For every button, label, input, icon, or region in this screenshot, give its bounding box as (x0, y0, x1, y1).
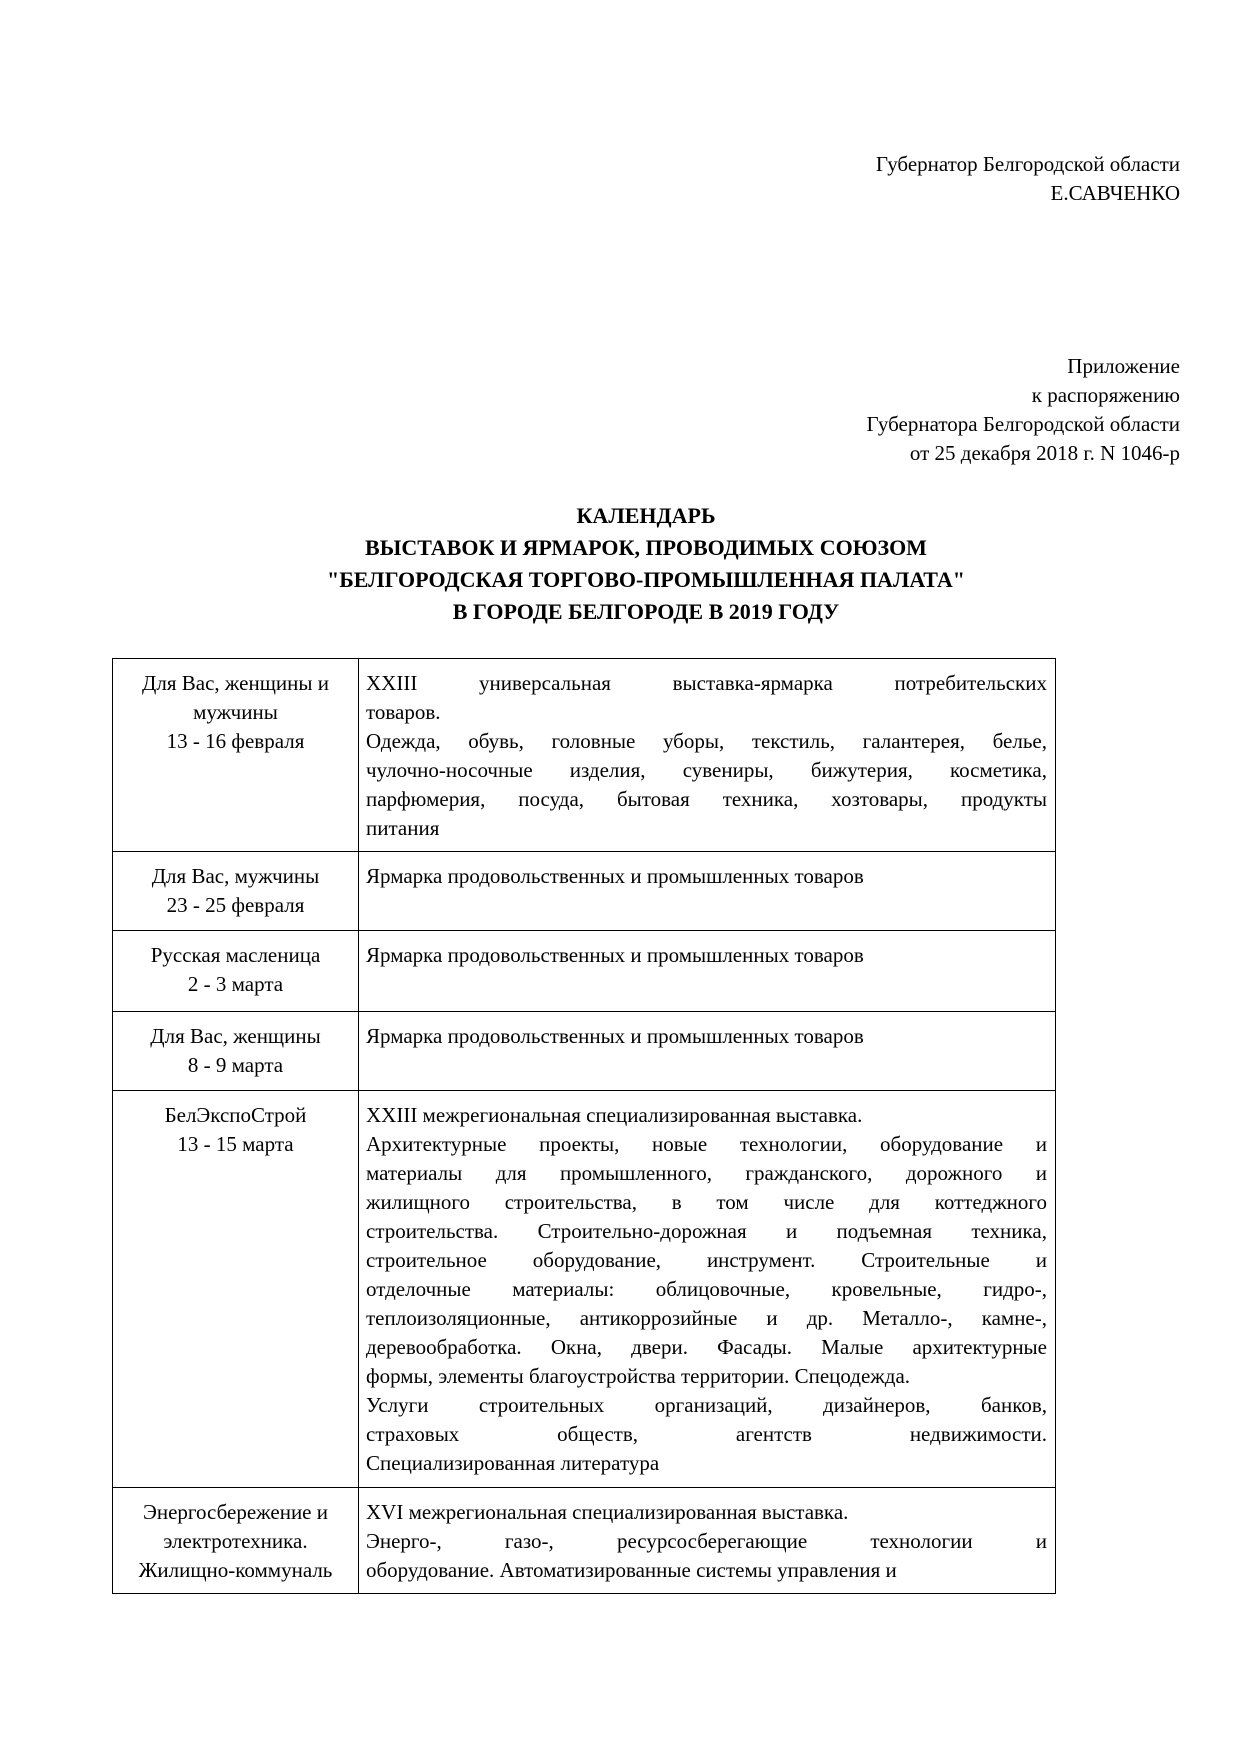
appendix-line: к распоряжению (1031, 383, 1180, 407)
event-description-line: деревообработка. Окна, двери. Фасады. Малые архитектурные (366, 1335, 1047, 1359)
event-description-line: питания (366, 816, 440, 840)
event-name-cell (113, 852, 359, 930)
event-name-cell (113, 1091, 359, 1487)
event-description-line: товаров. (366, 700, 441, 724)
event-description-line: теплоизоляционные, антикоррозийные и др. Металло-, камне-, (366, 1306, 1047, 1330)
event-description-line: жилищного строительства, в том числе для коттеджного (366, 1190, 1047, 1214)
event-name-line: Для Вас, мужчины (151, 864, 320, 888)
event-description-cell (359, 852, 1055, 930)
event-description-line: Ярмарка продовольственных и промышленных товаров (366, 864, 864, 888)
event-description-line: Энерго-, газо-, ресурсосберегающие технологии и (366, 1529, 1047, 1553)
event-description-line: XVI межрегиональная специализированная выставка. (366, 1500, 849, 1524)
event-name-line: БелЭкспоСтрой (164, 1103, 307, 1127)
event-description-line: материалы для промышленного, гражданского, дорожного и (366, 1161, 1047, 1185)
appendix-line: Приложение (1067, 354, 1180, 378)
title-line: В ГОРОДЕ БЕЛГОРОДЕ В 2019 ГОДУ (452, 599, 840, 624)
event-description-cell (359, 1012, 1055, 1090)
event-description-line: Услуги строительных организаций, дизайнеров, банков, (366, 1393, 1047, 1417)
table-row (113, 852, 1055, 931)
event-name-line: Для Вас, женщины и (142, 671, 329, 695)
event-description-cell (359, 1488, 1055, 1594)
event-description-line: Специализированная литература (366, 1451, 660, 1475)
event-name-line: электротехника. (163, 1529, 308, 1553)
event-name-line: Жилищно-коммуналь (138, 1558, 333, 1582)
event-description-line: формы, элементы благоустройства территории. Спецодежда. (366, 1364, 911, 1388)
event-name-cell (113, 659, 359, 851)
table-row (113, 1091, 1055, 1488)
event-description-line: отделочные материалы: облицовочные, кровельные, гидро-, (366, 1277, 1047, 1301)
event-name-line: Энергосбережение и (142, 1500, 328, 1524)
appendix-header (867, 352, 1180, 468)
event-description-cell (359, 1091, 1055, 1487)
event-name-cell (113, 1488, 359, 1594)
title-line: КАЛЕНДАРЬ (576, 503, 716, 528)
event-name-line: 23 - 25 февраля (166, 893, 305, 917)
event-name-line: 2 - 3 марта (187, 972, 284, 996)
event-description-line: парфюмерия, посуда, бытовая техника, хозтовары, продукты (366, 787, 1047, 811)
event-name-line: Русская масленица (150, 943, 321, 967)
event-name-line: 13 - 15 марта (177, 1132, 294, 1156)
events-table (112, 658, 1056, 1594)
event-name-line: Для Вас, женщины (150, 1024, 321, 1048)
signature-name: Е.САВЧЕНКО (1050, 181, 1180, 205)
event-name-line: мужчины (193, 700, 278, 724)
event-description-line: строительное оборудование, инструмент. Строительные и (366, 1248, 1047, 1272)
table-row (113, 1488, 1055, 1594)
event-name-line: 13 - 16 февраля (166, 729, 305, 753)
title-line: ВЫСТАВОК И ЯРМАРОК, ПРОВОДИМЫХ СОЮЗОМ (365, 535, 927, 560)
event-description-line: Ярмарка продовольственных и промышленных товаров (366, 943, 864, 967)
event-description-line: чулочно-носочные изделия, сувениры, бижутерия, косметика, (366, 758, 1047, 782)
event-name-line: 8 - 9 марта (187, 1053, 284, 1077)
title-line: "БЕЛГОРОДСКАЯ ТОРГОВО-ПРОМЫШЛЕННАЯ ПАЛАТА" (327, 567, 965, 592)
event-description-line: Архитектурные проекты, новые технологии, оборудование и (366, 1132, 1047, 1156)
event-description-line: строительства. Строительно-дорожная и подъемная техника, (366, 1219, 1047, 1243)
event-description-cell (359, 931, 1055, 1011)
event-name-cell (113, 931, 359, 1011)
event-description-line: Ярмарка продовольственных и промышленных товаров (366, 1024, 864, 1048)
event-name-cell (113, 1012, 359, 1090)
event-description-line: XXIII универсальная выставка-ярмарка потребительских (366, 671, 1047, 695)
event-description-line: оборудование. Автоматизированные системы управления и (366, 1558, 897, 1582)
event-description-line: XXIII межрегиональная специализированная выставка. (366, 1103, 863, 1127)
event-description-line: страховых обществ, агентств недвижимости. (366, 1422, 1047, 1446)
appendix-line: Губернатора Белгородской области (866, 412, 1180, 436)
signature-position: Губернатор Белгородской области (875, 152, 1180, 176)
event-description-line: Одежда, обувь, головные уборы, текстиль, галантерея, белье, (366, 729, 1047, 753)
table-row (113, 1012, 1055, 1091)
governor-signature (876, 150, 1180, 208)
table-row (113, 931, 1055, 1012)
table-row (113, 659, 1055, 852)
event-description-cell (359, 659, 1055, 851)
appendix-line: от 25 декабря 2018 г. N 1046-р (909, 441, 1180, 465)
document-title (112, 500, 1180, 628)
